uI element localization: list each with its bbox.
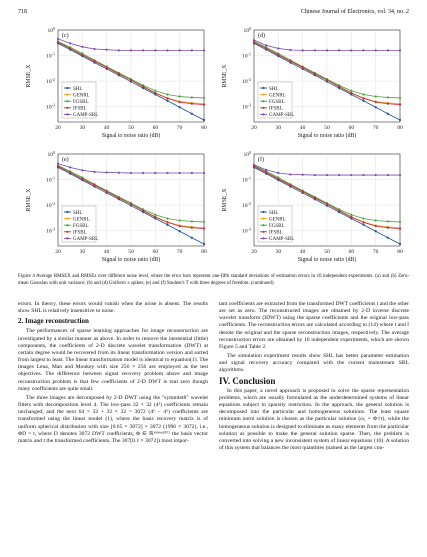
data-point: [387, 103, 389, 105]
data-point: [203, 221, 205, 223]
x-tick-label: 60: [152, 249, 159, 255]
data-point: [57, 165, 59, 167]
panel-label: (d): [258, 33, 265, 39]
figure-caption: Figure 4 Average RMSEX and RMSEz over different noise level, where the error bars represent one-fifth standard deviations of estimation errors in 10 independent experiments. (a) and (b) Zero-mean Gaussian with unit variance; (b) and (d) Uniform ± spikes; (e) and (f) Student's T with three degrees of freedom. (continued).: [18, 274, 409, 286]
x-tick-label: 50: [324, 125, 330, 131]
data-point: [265, 44, 267, 46]
x-tick-label: 60: [152, 125, 159, 131]
legend-marker: [262, 107, 264, 109]
data-point: [93, 48, 95, 50]
legend-label: SHL: [73, 86, 83, 92]
legend-label: GENRL: [73, 93, 90, 99]
data-point: [203, 228, 205, 230]
legend-marker: [262, 94, 264, 96]
y-tick-label: $10^{-2}$: [46, 201, 55, 210]
legend-marker: [262, 231, 264, 233]
data-point: [191, 113, 193, 115]
data-point: [375, 174, 377, 176]
data-point: [350, 174, 352, 176]
x-tick-label: 60: [348, 249, 355, 255]
legend-marker: [262, 224, 264, 226]
x-tick-label: 80: [397, 125, 403, 131]
data-point: [253, 39, 255, 41]
page-number: 718: [18, 9, 27, 15]
y-tick-label: $10^{-2}$: [242, 77, 251, 86]
data-point: [142, 172, 144, 174]
data-point: [387, 220, 389, 222]
data-point: [375, 95, 377, 97]
section-heading: 2. Image reconstruction: [18, 317, 89, 326]
data-point: [362, 93, 364, 95]
data-point: [166, 224, 168, 226]
x-tick-label: 70: [176, 249, 183, 255]
data-point: [166, 49, 168, 51]
x-tick-label: 20: [55, 125, 61, 131]
data-point: [118, 49, 120, 51]
legend-label: GENRL: [269, 217, 286, 223]
data-point: [314, 174, 316, 176]
y-tick-label: $10^{-3}$: [242, 102, 251, 111]
panel-label: (e): [62, 157, 69, 163]
data-point: [154, 214, 156, 216]
data-point: [191, 103, 193, 105]
data-point: [375, 49, 377, 51]
data-point: [387, 174, 389, 176]
data-point: [203, 49, 205, 51]
data-point: [338, 49, 340, 51]
data-point: [154, 216, 156, 218]
data-point: [166, 97, 168, 99]
legend-marker: [262, 100, 264, 102]
data-point: [265, 169, 267, 171]
y-tick-label: $10^{-1}$: [46, 51, 55, 60]
plot-panel-f: [214, 146, 410, 270]
data-point: [350, 214, 352, 216]
legend-label: FGSBL: [73, 100, 89, 105]
y-tick-label: $10^0$: [47, 150, 55, 158]
x-tick-label: 80: [397, 249, 403, 255]
data-point: [57, 41, 59, 43]
data-point: [350, 216, 352, 218]
data-point: [326, 49, 328, 51]
x-tick-label: 50: [128, 249, 134, 255]
data-point: [314, 49, 316, 51]
data-point: [399, 243, 401, 245]
legend-marker: [66, 237, 68, 239]
data-point: [81, 46, 83, 48]
legend-label: FGSBL: [269, 100, 285, 105]
x-tick-label: 80: [201, 125, 207, 131]
data-point: [93, 184, 95, 186]
x-tick-label: 60: [348, 125, 355, 131]
data-point: [399, 104, 401, 106]
data-point: [350, 49, 352, 51]
data-point: [314, 73, 316, 75]
data-point: [375, 101, 377, 103]
legend-label: IFSBL: [73, 230, 87, 236]
data-point: [338, 174, 340, 176]
data-point: [142, 210, 144, 212]
legend-label: GAMP-SBL: [269, 113, 295, 119]
data-point: [179, 219, 181, 221]
data-point: [154, 92, 156, 94]
y-axis-label: RMSE_X: [222, 188, 228, 212]
data-point: [362, 100, 364, 102]
data-point: [277, 47, 279, 49]
legend-label: GENRL: [269, 93, 286, 99]
data-point: [362, 224, 364, 226]
data-point: [350, 90, 352, 92]
running-header: [18, 7, 409, 17]
data-point: [350, 92, 352, 94]
data-point: [179, 225, 181, 227]
data-point: [166, 217, 168, 219]
x-tick-label: 30: [275, 249, 282, 255]
x-tick-label: 20: [55, 249, 61, 255]
data-point: [106, 171, 108, 173]
data-point: [265, 47, 267, 49]
legend-marker: [262, 87, 264, 89]
x-tick-label: 40: [103, 125, 110, 131]
x-tick-label: 40: [103, 249, 110, 255]
data-point: [375, 230, 377, 232]
x-tick-label: 30: [79, 249, 86, 255]
data-point: [130, 49, 132, 51]
data-point: [179, 230, 181, 232]
y-tick-label: $10^0$: [243, 150, 251, 158]
data-point: [289, 173, 291, 175]
data-point: [81, 54, 83, 56]
data-point: [130, 79, 132, 81]
y-tick-label: $10^{-1}$: [242, 51, 251, 60]
x-tick-label: 50: [128, 125, 134, 131]
right-column: [219, 301, 409, 454]
y-tick-label: $10^{-2}$: [46, 77, 55, 86]
data-point: [166, 100, 168, 102]
data-point: [154, 172, 156, 174]
data-point: [69, 42, 71, 44]
data-point: [69, 47, 71, 49]
legend-label: SHL: [269, 86, 279, 92]
data-point: [106, 190, 108, 192]
data-point: [118, 73, 120, 75]
legend-label: FGSBL: [73, 224, 89, 229]
x-axis-label: Signal to noise ratio (dB): [101, 257, 161, 263]
paragraph: The three images are decomposed by 2-D DWT using the "symmlet8" wavelet filters with decomposition level 4. The low-pass 32 × 32 (4²) coefficients remain unchanged, and the next 64 × 32 + 32 × 32 = 3072 (4⁶ − 4⁵) coefficients are transformed using the linear model (1), where the basis recovery matrix is of uniform spherical distribution with size [0.65 × 3072] × 3072 (1996 × 3072), i.e., ΦD = t, where D denotes 3072 DWT coefficients, Φ ∈ ℝ¹⁹⁹⁶ˣ³⁰⁷² the basis vector matrix and t the transformed coefficients. The 307[0.1 × 3072]) most impor-: [18, 394, 208, 444]
legend-label: IFSBL: [269, 106, 283, 112]
x-tick-label: 40: [299, 125, 306, 131]
data-point: [93, 60, 95, 62]
data-point: [362, 221, 364, 223]
x-tick-label: 40: [299, 249, 306, 255]
data-point: [362, 97, 364, 99]
plot-panel-c: [18, 22, 214, 146]
legend-label: FGSBL: [269, 224, 285, 229]
data-point: [387, 49, 389, 51]
data-point: [81, 178, 83, 180]
legend-marker: [66, 87, 68, 89]
data-point: [191, 49, 193, 51]
legend-label: GAMP-SBL: [269, 237, 295, 243]
data-point: [375, 106, 377, 108]
data-point: [387, 237, 389, 239]
data-point: [191, 172, 193, 174]
paragraph: The simulation experiment results show SHL has better parameter estimation and signal recovery accuracy compared with the current mainstream SBL algorithms.: [219, 353, 409, 374]
data-point: [118, 172, 120, 174]
data-point: [166, 93, 168, 95]
x-axis-label: Signal to noise ratio (dB): [297, 133, 357, 139]
data-point: [387, 113, 389, 115]
data-point: [338, 210, 340, 212]
y-axis-label: RMSE_X: [222, 64, 228, 88]
legend-marker: [66, 231, 68, 233]
data-point: [106, 49, 108, 51]
data-point: [362, 49, 364, 51]
data-point: [314, 197, 316, 199]
legend-marker: [66, 94, 68, 96]
legend-marker: [262, 237, 264, 239]
data-point: [191, 237, 193, 239]
data-point: [57, 38, 59, 40]
x-tick-label: 50: [324, 249, 330, 255]
legend-label: IFSBL: [269, 230, 283, 236]
data-point: [338, 86, 340, 88]
data-point: [302, 49, 304, 51]
data-point: [362, 174, 364, 176]
data-point: [326, 203, 328, 205]
paragraph: tant coefficients are extracted from the transformed DWT coefficients t and the other are set as zero. The reconstructed images are obtained by 2-D inverse discrete wavelet transform (IDWT) using the sparse coefficients and the original low-pass coefficients. The reconstruction errors are calculated according to (14) where t and t̂ denote the original and the sparse reconstruction images, respectively. The average reconstruction errors are obtained by 10 independent experiments, which are shown Figure 5 and Table 2.: [219, 301, 409, 350]
data-point: [166, 172, 168, 174]
data-point: [191, 96, 193, 98]
x-tick-label: 80: [201, 249, 207, 255]
data-point: [203, 172, 205, 174]
legend-marker: [66, 113, 68, 115]
legend-marker: [262, 218, 264, 220]
legend-marker: [262, 113, 264, 115]
legend-label: SHL: [73, 210, 83, 216]
data-point: [179, 106, 181, 108]
left-column: [18, 301, 208, 447]
data-point: [203, 119, 205, 121]
legend-marker: [66, 211, 68, 213]
plot-panel-e: [18, 146, 214, 270]
data-point: [154, 49, 156, 51]
x-tick-label: 30: [275, 125, 282, 131]
data-point: [179, 101, 181, 103]
y-tick-label: $10^0$: [243, 26, 251, 34]
plot-panel-d: [214, 22, 410, 146]
data-point: [154, 90, 156, 92]
data-point: [326, 79, 328, 81]
x-tick-label: 20: [251, 125, 257, 131]
legend-label: GAMP-SBL: [73, 237, 99, 243]
legend-marker: [66, 100, 68, 102]
data-point: [81, 169, 83, 171]
data-point: [69, 171, 71, 173]
legend-marker: [66, 107, 68, 109]
data-point: [302, 66, 304, 68]
figure-4: [18, 22, 410, 270]
x-tick-label: 30: [79, 125, 86, 131]
data-point: [93, 171, 95, 173]
data-point: [399, 49, 401, 51]
data-point: [142, 86, 144, 88]
data-point: [277, 172, 279, 174]
data-point: [265, 171, 267, 173]
data-point: [142, 49, 144, 51]
data-point: [302, 174, 304, 176]
data-point: [203, 97, 205, 99]
y-tick-label: $10^0$: [47, 26, 55, 34]
x-axis-label: Signal to noise ratio (dB): [101, 133, 161, 139]
data-point: [191, 227, 193, 229]
data-point: [118, 197, 120, 199]
data-point: [203, 243, 205, 245]
data-point: [191, 220, 193, 222]
data-point: [399, 119, 401, 121]
legend-marker: [66, 224, 68, 226]
data-point: [179, 95, 181, 97]
data-point: [289, 60, 291, 62]
y-tick-label: $10^{-3}$: [242, 226, 251, 235]
panel-label: (c): [62, 33, 69, 39]
data-point: [57, 163, 59, 165]
data-point: [253, 164, 255, 166]
paragraph: errors. In theory, these errors would vanish when the noise is absent. The results show SHL is relatively insensitive to noise.: [18, 301, 208, 315]
data-point: [399, 174, 401, 176]
legend-marker: [262, 211, 264, 213]
data-point: [130, 172, 132, 174]
data-point: [277, 178, 279, 180]
data-point: [387, 96, 389, 98]
x-tick-label: 70: [372, 125, 379, 131]
x-tick-label: 70: [176, 125, 183, 131]
legend-label: GAMP-SBL: [73, 113, 99, 119]
data-point: [289, 49, 291, 51]
data-point: [362, 217, 364, 219]
data-point: [399, 97, 401, 99]
data-point: [399, 228, 401, 230]
data-point: [326, 174, 328, 176]
data-point: [106, 66, 108, 68]
paragraph: In this paper, a novel approach is proposed to solve the sparse representation problems, which are usually formulated as the underdetermined systems of linear equations subject to sparsity restriction. In the approach, the general solution is decomposed into the particular and homogeneous solutions. The least square minimum norm solution is chosen as the particular solution (ω₁ = Φ†t), while the homogeneous solution is designed to eliminate as many elements from the particular solution as possible to make the general solution sparse. Then, the problem is converted into solving a new inconsistent system of linear equations (10). A solution of this system that balances the most quantities (named as the largest con-: [219, 387, 409, 451]
legend-label: SHL: [269, 210, 279, 216]
legend-label: GENRL: [73, 217, 90, 223]
data-point: [375, 225, 377, 227]
legend-marker: [66, 218, 68, 220]
y-axis-label: RMSE_X: [26, 188, 32, 212]
legend-label: IFSBL: [73, 106, 87, 112]
data-point: [302, 190, 304, 192]
data-point: [179, 49, 181, 51]
y-tick-label: $10^{-1}$: [46, 175, 55, 184]
section-heading: IV. Conclusion: [219, 375, 276, 386]
paragraph: The performances of sparse learning approaches for image reconstruction are investigated by a similar manner as above. In order to remove the inessential (little) components, the coefficients of 2-D discrete wavelet transformation (DWT) at certain degree would be recovered from its linear transformation version and sorted from largest to least. The linear transformation model is identical to equation(1). The images Lena, Man and Monkey with size 256 × 256 are employed as the test objectives. The difference between signal recovery problem above and image reconstruction problem is that few coefficients of 2-D DWT is real zero though many coefficients are quite small.: [18, 328, 208, 392]
data-point: [130, 203, 132, 205]
journal-name: Chinese Journal of Electronics, vol. 34, no. 2: [300, 9, 409, 15]
data-point: [203, 104, 205, 106]
data-point: [253, 41, 255, 43]
panel-label: (f): [258, 157, 264, 163]
data-point: [277, 54, 279, 56]
y-tick-label: $10^{-3}$: [46, 102, 55, 111]
data-point: [69, 166, 71, 168]
data-point: [387, 227, 389, 229]
y-axis-label: RMSE_X: [26, 64, 32, 88]
data-point: [179, 172, 181, 174]
x-tick-label: 20: [251, 249, 257, 255]
data-point: [399, 221, 401, 223]
data-point: [289, 184, 291, 186]
y-tick-label: $10^{-3}$: [46, 226, 55, 235]
x-axis-label: Signal to noise ratio (dB): [297, 257, 357, 263]
x-tick-label: 70: [372, 249, 379, 255]
data-point: [166, 221, 168, 223]
y-tick-label: $10^{-1}$: [242, 175, 251, 184]
data-point: [375, 219, 377, 221]
y-tick-label: $10^{-2}$: [242, 201, 251, 210]
